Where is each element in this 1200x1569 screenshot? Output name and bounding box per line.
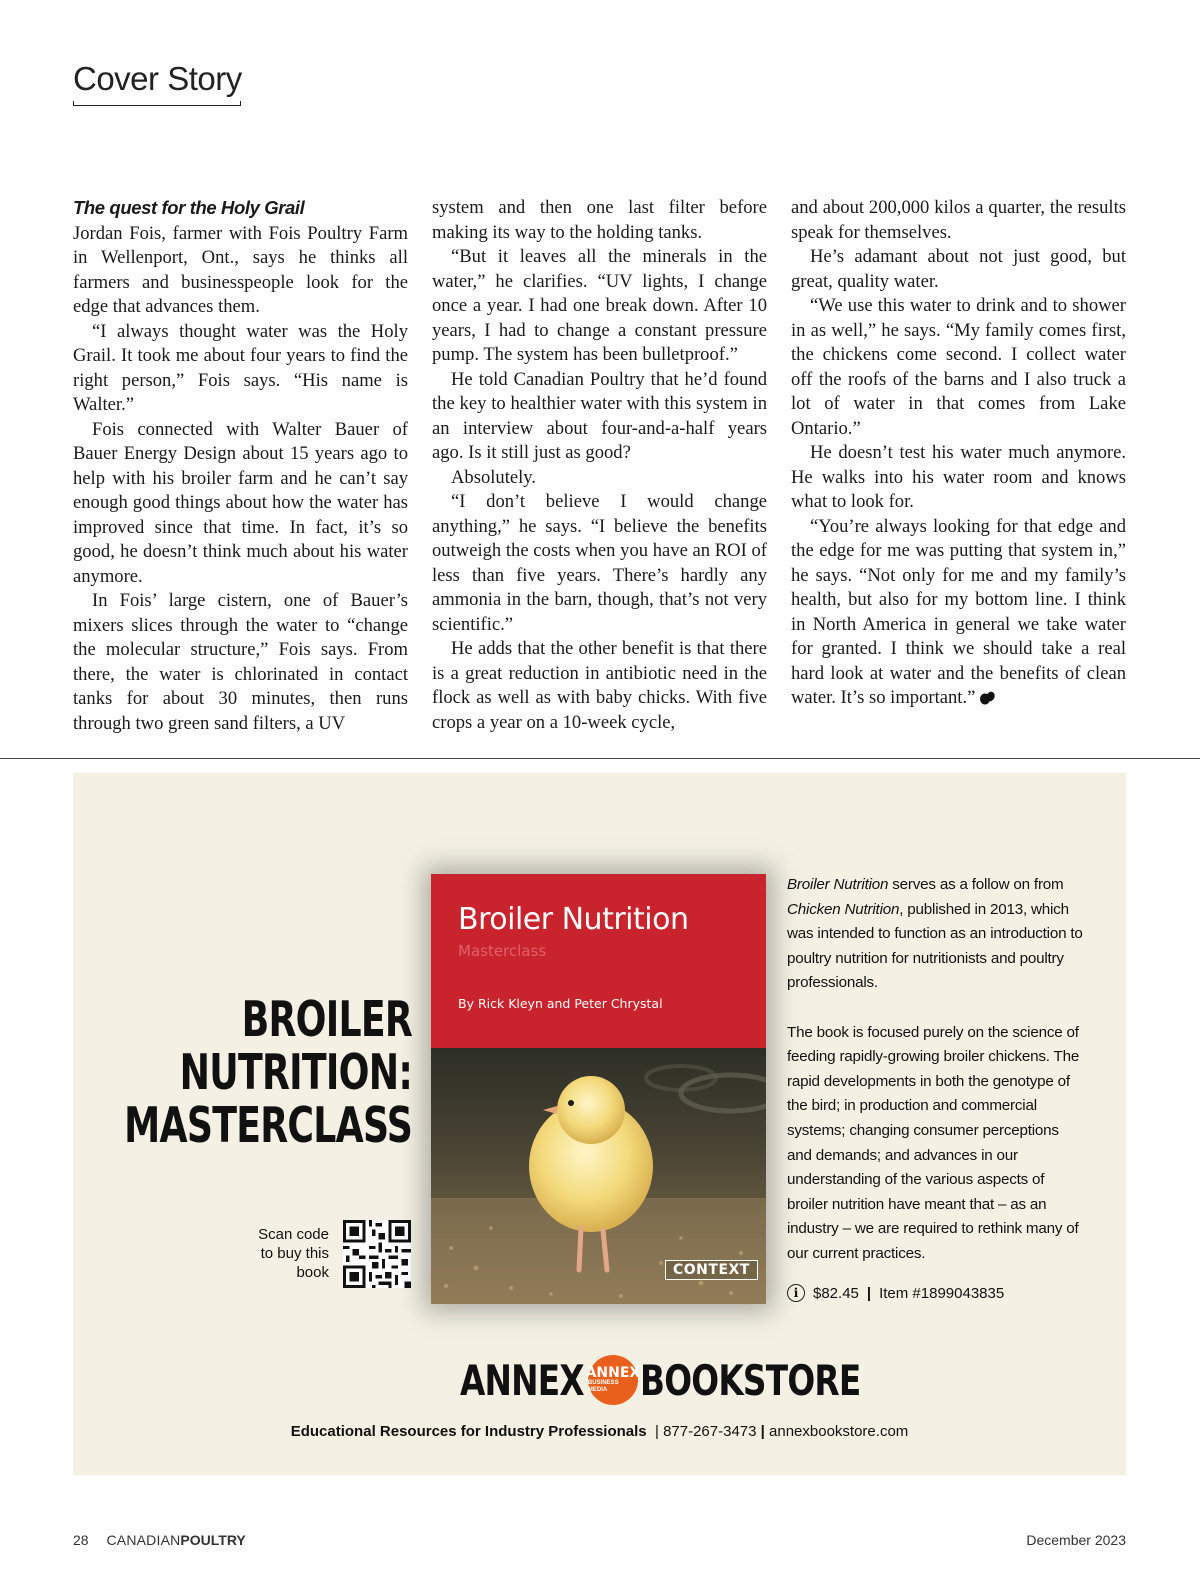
phone-number[interactable]: 877-267-3473 [663,1423,757,1440]
article-subhead: The quest for the Holy Grail [73,197,305,218]
book-cover-banner [431,874,766,1048]
scan-line: book [296,1264,329,1281]
website-link[interactable]: annexbookstore.com [769,1423,909,1440]
description-paragraph: The book is focused purely on the science of feeding rapidly-growing broiler chickens. The rapid developments in both the genotype of the bird; in production and commercial systems; changing consumer perceptions and demands; and advances in our understanding of the various aspects of broiler nutrition have meant that – as an industry – we are required to rethink many of our current practices. [787,1023,1080,1262]
description-paragraph [787,873,1087,996]
article-body [73,196,1126,736]
page-number: 28 [73,1532,89,1548]
section-label: Cover Story [73,60,242,97]
section-rule [73,105,241,106]
tagline-text: Educational Resources for Industry Professionals [290,1423,647,1440]
price-line [787,1284,1004,1302]
paragraph: system and then one last filter before making its way to the holding tanks. [432,197,767,243]
description-text: serves as a follow on from [888,876,1064,893]
book-subtitle: Masterclass [458,942,547,960]
bookstore-ad [73,773,1126,1475]
issue-date: December 2023 [1026,1532,1126,1548]
paragraph: He doesn’t test his water much anymore. He walks into his water room and knows what to look for. [791,442,1126,512]
separator: | [650,1423,664,1440]
paragraph: In Fois’ large cistern, one of Bauer’s mixers slices through the water to “change the molecular structure,” Fois says. From there, the water is chlorinated in contact tanks for about 30 minutes, then runs through two green sand filters, a UV [73,590,408,734]
last-paragraph-text: “You’re always looking for that edge and the edge for me was putting that system in,” he says. “Not only for me and my family’s health, but also for my bottom line. I think in North America in general we take water for granted. I think we should take a real hard look at water and the benefits of clean water. It’s so important.” [791,515,1126,708]
separator: | [760,1423,765,1440]
logo-word-annex: ANNEX [459,1355,584,1405]
paragraph: “We use this water to drink and to shower in as well,” he says. “My family comes first, the chickens come second. I collect water off the roofs of the barns and I also truck a lot of water in that comes from Lake Ontario.” [791,295,1126,439]
book-title-ref: Chicken Nutrition [787,900,900,918]
description-text: , published in 2013, which was intended to function as an introduction to poultry nutrition for nutritionists and poultry professionals. [787,900,1083,992]
magazine-name-light: CANADIAN [106,1532,181,1548]
book-cover [431,874,766,1304]
paragraph [791,515,1126,711]
article-column-3 [791,196,1126,736]
paragraph: “I always thought water was the Holy Grail. It took me about four years to find the right person,” Fois says. “His name is Walter.” [73,320,408,415]
headline-line: MASTERCLASS [124,1097,412,1154]
end-mark-icon [979,691,995,705]
paragraph: Jordan Fois, farmer with Fois Poultry Farm in Wellenport, Ont., says he thinks all farmers and businesspeople look for the edge that advances them. [73,222,408,317]
headline-line: NUTRITION: [179,1044,412,1101]
annex-bookstore-logo[interactable] [425,1357,923,1403]
headline-line: BROILER [241,991,412,1048]
article-column-1 [73,196,408,736]
book-title: Broiler Nutrition [458,902,689,937]
scan-line: to buy this [260,1245,329,1262]
paragraph: He adds that the other benefit is that there is a great reduction in antibiotic need in the flock as well as with baby chicks. With five crops a year on a 10-week cycle, [432,638,767,733]
article-column-2 [432,196,767,736]
paragraph: He told Canadian Poultry that he’d found the key to healthier water with this system in an interview about four-and-a-half years ago. Is it still just as good? [432,368,767,463]
book-price: $82.45 [813,1284,859,1302]
paragraph: and about 200,000 kilos a quarter, the results speak for themselves. [791,197,1126,243]
logo-circle-text: ANNEX [585,1365,641,1381]
ad-headline [124,993,412,1152]
annex-circle-icon [585,1355,641,1405]
paragraph: Absolutely. [451,466,537,488]
section-divider [0,758,1200,759]
book-authors: By Rick Kleyn and Peter Chrystal [458,996,663,1011]
logo-word-bookstore: BOOKSTORE [639,1355,861,1405]
separator: | [866,1284,872,1302]
ad-tagline [73,1423,1126,1440]
page-footer [73,1532,1126,1548]
info-icon: i [787,1284,805,1302]
paragraph: “I don’t believe I would change anything,” he says. “I believe the benefits outweigh the costs when you have an ROI of less than five years. There’s hardly any ammonia in the barn, though, that’s not very scientific.” [432,491,767,635]
magazine-name-bold: POULTRY [180,1532,246,1548]
scan-line: Scan code [258,1226,329,1243]
qr-code-icon[interactable] [343,1220,411,1288]
scan-instruction [223,1225,329,1282]
paragraph: Fois connected with Walter Bauer of Bauer Energy Design about 15 years ago to help with his broiler farm and he can’t say enough good things about how the water has improved since that time. In fact, it’s so good, he doesn’t think much about his water anymore. [73,418,408,587]
book-title-ref: Broiler Nutrition [787,876,889,893]
logo-circle-subtext: BUSINESS MEDIA [587,1380,619,1393]
paragraph: He’s adamant about not just good, but great, quality water. [791,246,1126,292]
book-description [787,873,1087,1267]
item-number: Item #1899043835 [879,1284,1005,1302]
publisher-badge: CONTEXT [665,1260,758,1280]
paragraph: “But it leaves all the minerals in the water,” he clarifies. “UV lights, I change once a year. I had one break down. After 10 years, I had to change a constant pressure pump. The system has been bulletproof.” [432,246,767,365]
